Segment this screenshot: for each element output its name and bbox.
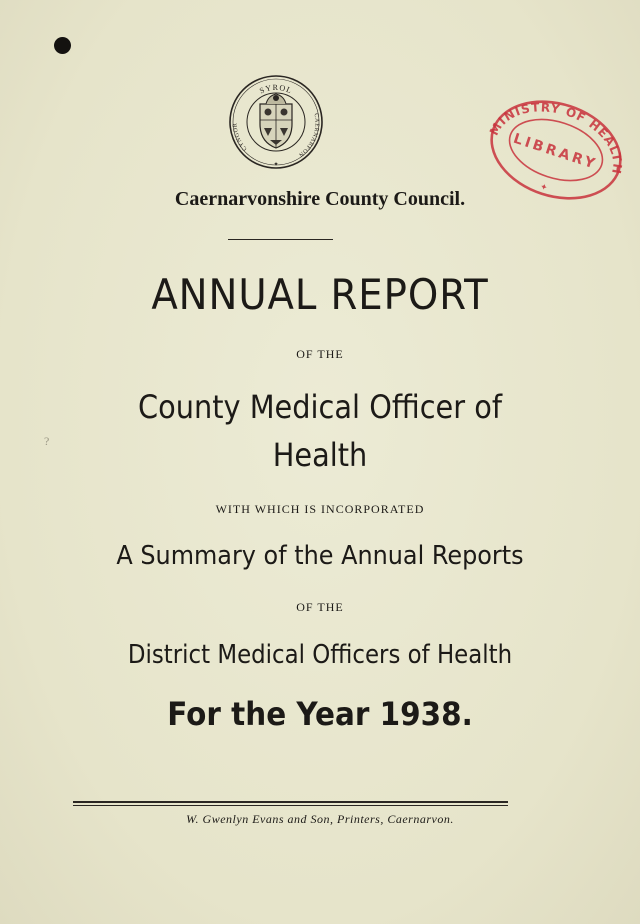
punch-hole — [54, 37, 71, 54]
svg-text:✦: ✦ — [538, 182, 549, 194]
svg-text:✦: ✦ — [273, 161, 279, 168]
stamp-text-top: MINISTRY OF HEALTH — [486, 100, 625, 176]
subtitle-line-2: Health — [272, 436, 368, 474]
county-seal-logo — [228, 74, 324, 170]
subtitle-line-1: County Medical Officer of — [137, 388, 503, 426]
seal-motto-left: CYNGOR — [232, 122, 249, 152]
of-the-label-2: OF THE — [296, 600, 344, 614]
seal-motto-top: SYROL — [258, 82, 294, 96]
summary-heading: A Summary of the Annual Reports — [116, 541, 524, 571]
incorporated-label: WITH WHICH IS INCORPORATED — [215, 502, 425, 516]
svg-text:MINISTRY OF HEALTH — [486, 84, 638, 178]
stamp-text-center: LIBRARY — [511, 130, 600, 174]
printers-credit: W. Gwenlyn Evans and Son, Printers, Caernarvon. — [186, 812, 454, 826]
short-divider — [228, 239, 333, 240]
report-title: ANNUAL REPORT — [151, 270, 489, 319]
margin-pencil-mark: ? — [44, 434, 50, 448]
seal-motto-right: CAERNARFON — [296, 112, 320, 158]
council-name: Caernarvonshire County Council. — [174, 188, 466, 210]
footer-rule-thin — [73, 805, 508, 806]
footer-rule-thick — [73, 801, 508, 803]
of-the-label-1: OF THE — [296, 347, 344, 361]
svg-text:CYNGOR — [233, 122, 249, 151]
svg-text:CAERNARFON — [297, 113, 320, 158]
report-year: For the Year 1938. — [167, 695, 473, 733]
district-heading: District Medical Officers of Health — [127, 640, 513, 670]
